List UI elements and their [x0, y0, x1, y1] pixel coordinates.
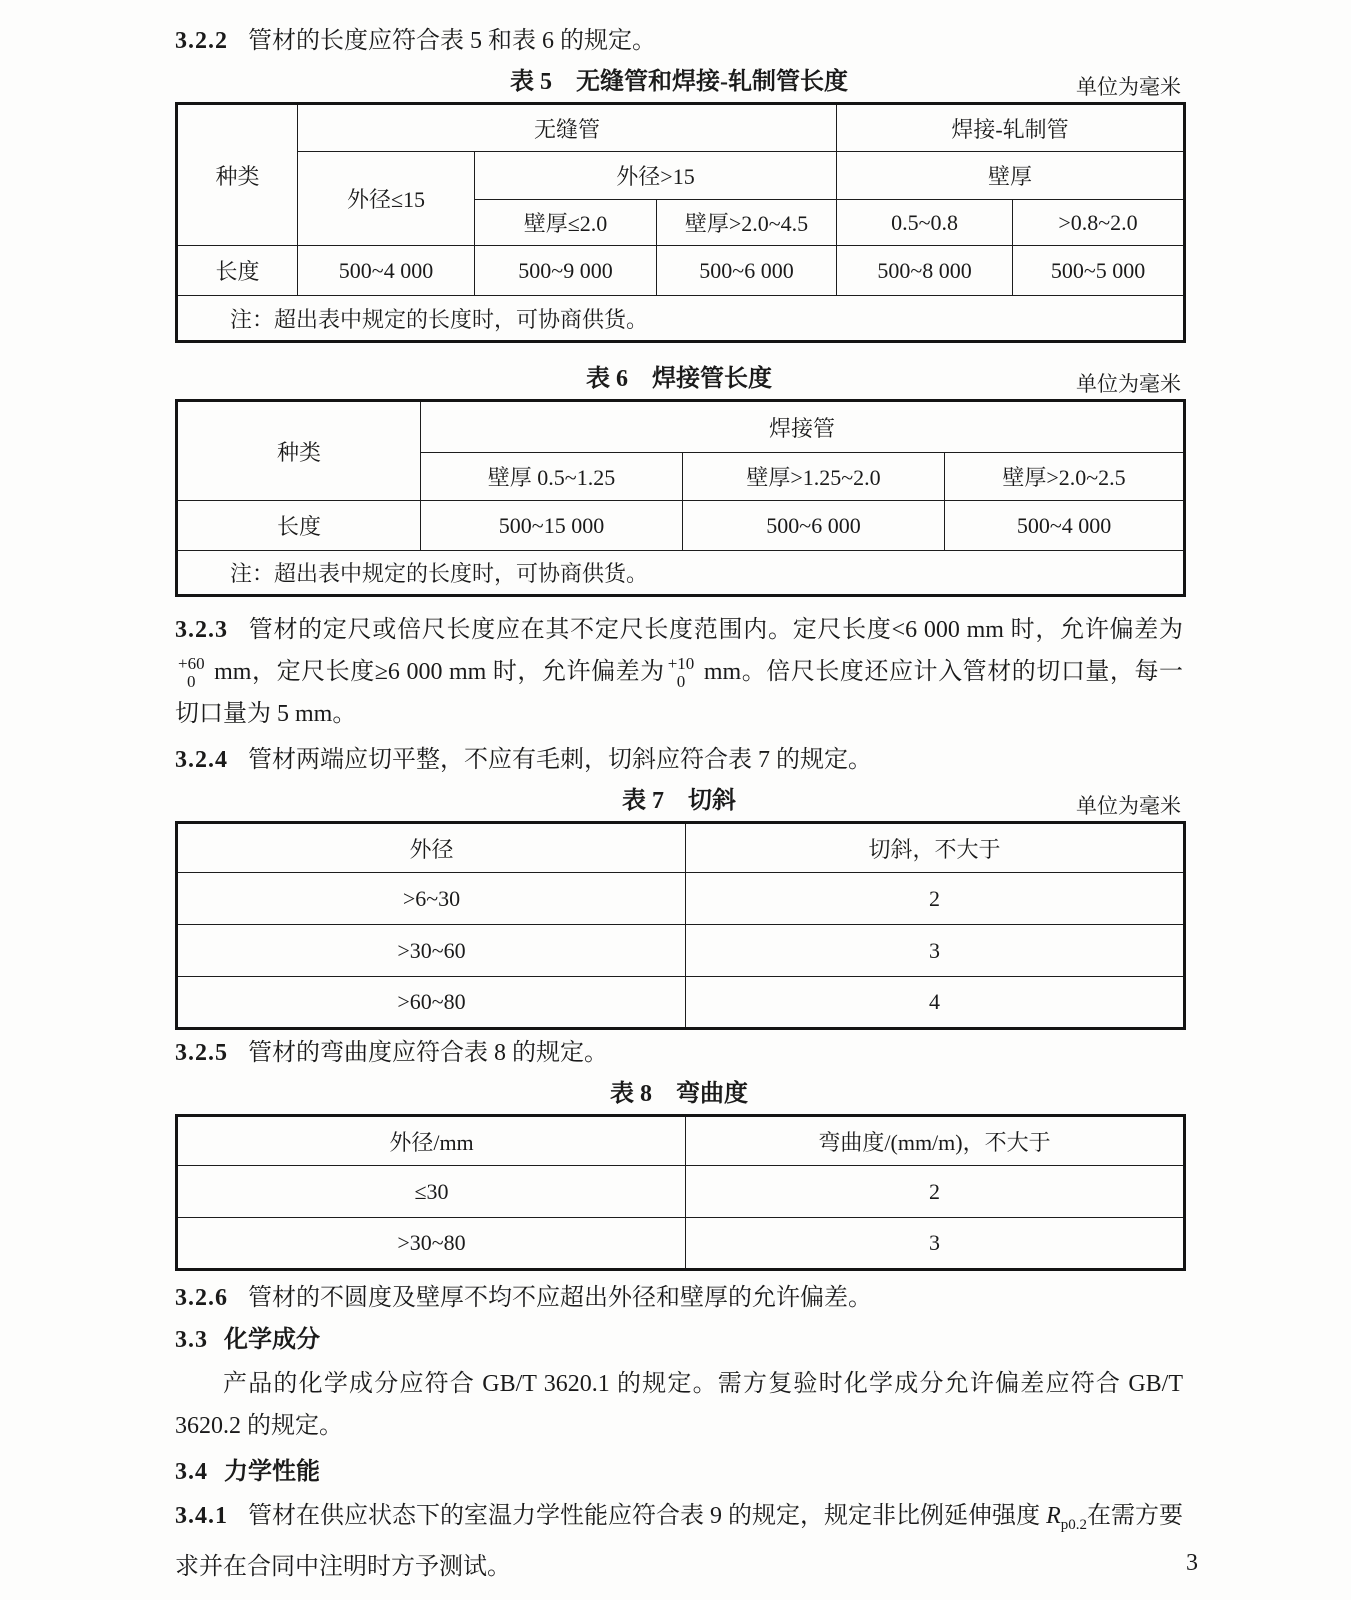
table-cell: >30~80	[177, 1218, 686, 1270]
table-cell: 500~6 000	[657, 246, 837, 296]
heading-text: 力学性能	[224, 1459, 320, 1485]
header-cell: 种类	[177, 104, 298, 246]
table-row	[177, 501, 1185, 551]
table-cell: 500~4 000	[298, 246, 475, 296]
clause-number: 3.4.1	[175, 1503, 228, 1529]
page-content	[175, 24, 1183, 1596]
symbol-R: R	[1046, 1503, 1061, 1529]
clause-number: 3.4	[175, 1459, 208, 1485]
paragraph-3-2-3	[175, 609, 1183, 735]
header-cell: 切斜，不大于	[686, 823, 1185, 873]
table-7-caption: 表 7 切斜	[622, 788, 736, 814]
paragraph-3-2-2	[175, 24, 1183, 58]
heading-text: 化学成分	[224, 1327, 320, 1353]
table-cell: 3	[686, 925, 1185, 977]
header-cell: 弯曲度/(mm/m)，不大于	[686, 1116, 1185, 1166]
page-number: 3	[1186, 1550, 1198, 1576]
table-cell: 500~8 000	[837, 246, 1013, 296]
table-row	[177, 873, 1185, 925]
section-heading-3-4	[175, 1455, 1183, 1489]
paragraph-3-2-4	[175, 743, 1183, 777]
clause-text: 产品的化学成分应符合 GB/T 3620.1 的规定。需方复验时化学成分允许偏差应符合 GB/T 3620.2 的规定。	[175, 1371, 1183, 1439]
header-cell: 壁厚>2.0~2.5	[945, 453, 1185, 501]
table-5-caption: 表 5 无缝管和焊接-轧制管长度	[510, 69, 848, 95]
row-label-cell: 长度	[177, 246, 298, 296]
header-cell: 外径/mm	[177, 1116, 686, 1166]
table-cell: >6~30	[177, 873, 686, 925]
table-row	[177, 152, 1185, 200]
tolerance-stack	[178, 655, 205, 691]
clause-number: 3.3	[175, 1327, 208, 1353]
header-cell: 壁厚 0.5~1.25	[421, 453, 683, 501]
table-6-caption: 表 6 焊接管长度	[586, 366, 772, 392]
clause-text: mm，定尺长度≥6 000 mm 时，允许偏差为	[207, 659, 665, 685]
table-7	[175, 821, 1186, 1030]
clause-number: 3.2.6	[175, 1285, 228, 1311]
table-8-caption: 表 8 弯曲度	[610, 1081, 748, 1107]
table-cell: ≤30	[177, 1166, 686, 1218]
table-note: 注：超出表中规定的长度时，可协商供货。	[177, 551, 1185, 596]
table-cell: 500~5 000	[1013, 246, 1185, 296]
tolerance-upper: +10	[667, 654, 695, 674]
paragraph-3-4-1	[175, 1495, 1183, 1588]
header-cell: 外径	[177, 823, 686, 873]
header-cell: 无缝管	[298, 104, 837, 152]
table-row	[177, 1218, 1185, 1270]
header-cell: 壁厚≤2.0	[475, 200, 657, 246]
table-cell: 500~15 000	[421, 501, 683, 551]
clause-text: 管材的长度应符合表 5 和表 6 的规定。	[248, 28, 656, 54]
table-cell: 500~4 000	[945, 501, 1185, 551]
table-row	[177, 551, 1185, 596]
clause-number: 3.2.5	[175, 1040, 228, 1066]
table-cell: 2	[686, 1166, 1185, 1218]
table-row	[177, 1166, 1185, 1218]
table-5-unit-label: 单位为毫米	[1076, 75, 1181, 99]
clause-text: 管材的定尺或倍尺长度应在其不定尺长度范围内。定尺长度<6 000 mm 时，允许偏差为	[248, 617, 1183, 643]
table-row	[177, 104, 1185, 152]
clause-text: 管材在供应状态下的室温力学性能应符合表 9 的规定，规定非比例延伸强度	[248, 1503, 1047, 1529]
clause-number: 3.2.2	[175, 28, 228, 54]
clause-text: 管材的不圆度及壁厚不均不应超出外径和壁厚的允许偏差。	[248, 1285, 872, 1311]
tolerance-lower: 0	[187, 672, 196, 691]
symbol-R-subscript: p0.2	[1060, 1516, 1087, 1533]
tolerance-upper: +60	[178, 654, 205, 674]
table-7-caption-row	[175, 785, 1183, 817]
table-row	[177, 296, 1185, 342]
table-8	[175, 1114, 1186, 1271]
header-cell: 种类	[177, 401, 421, 501]
table-cell: 500~9 000	[475, 246, 657, 296]
clause-text: mm。倍尺长度还应计入管材的切口量，每一切口量为 5 mm。	[175, 659, 1184, 727]
table-5	[175, 102, 1186, 343]
section-heading-3-3	[175, 1323, 1183, 1357]
header-cell: 壁厚>1.25~2.0	[683, 453, 945, 501]
table-cell: 500~6 000	[683, 501, 945, 551]
clause-number: 3.2.3	[175, 617, 228, 643]
table-row	[177, 925, 1185, 977]
table-cell: >60~80	[177, 977, 686, 1029]
header-cell: 壁厚	[837, 152, 1185, 200]
table-7-unit-label: 单位为毫米	[1076, 794, 1181, 818]
table-cell: 4	[686, 977, 1185, 1029]
table-cell: 2	[686, 873, 1185, 925]
tolerance-stack	[668, 655, 695, 691]
header-cell: >0.8~2.0	[1013, 200, 1185, 246]
table-6-caption-row	[175, 363, 1183, 395]
table-row	[177, 401, 1185, 453]
table-8-caption-row	[175, 1078, 1183, 1110]
table-row	[177, 977, 1185, 1029]
paragraph-3-2-6	[175, 1281, 1183, 1315]
header-cell: 壁厚>2.0~4.5	[657, 200, 837, 246]
table-cell: >30~60	[177, 925, 686, 977]
tolerance-lower: 0	[676, 672, 686, 691]
paragraph-3-3-body	[175, 1363, 1183, 1447]
clause-text: 在需方要求并在合同中注明时方予测试。	[175, 1503, 1184, 1580]
clause-number: 3.2.4	[175, 747, 228, 773]
row-label-cell: 长度	[177, 501, 421, 551]
header-cell: 焊接-轧制管	[837, 104, 1185, 152]
header-cell: 外径>15	[475, 152, 837, 200]
header-cell: 0.5~0.8	[837, 200, 1013, 246]
table-row	[177, 823, 1185, 873]
paragraph-3-2-5	[175, 1036, 1183, 1070]
table-6-unit-label: 单位为毫米	[1076, 372, 1181, 396]
table-note: 注：超出表中规定的长度时，可协商供货。	[177, 296, 1185, 342]
table-5-caption-row	[175, 66, 1183, 98]
table-row	[177, 246, 1185, 296]
table-cell: 3	[686, 1218, 1185, 1270]
clause-text: 管材两端应切平整，不应有毛刺，切斜应符合表 7 的规定。	[248, 747, 872, 773]
table-row	[177, 1116, 1185, 1166]
table-6	[175, 399, 1186, 597]
header-cell: 外径≤15	[298, 152, 475, 246]
header-cell: 焊接管	[421, 401, 1185, 453]
clause-text: 管材的弯曲度应符合表 8 的规定。	[248, 1040, 608, 1066]
